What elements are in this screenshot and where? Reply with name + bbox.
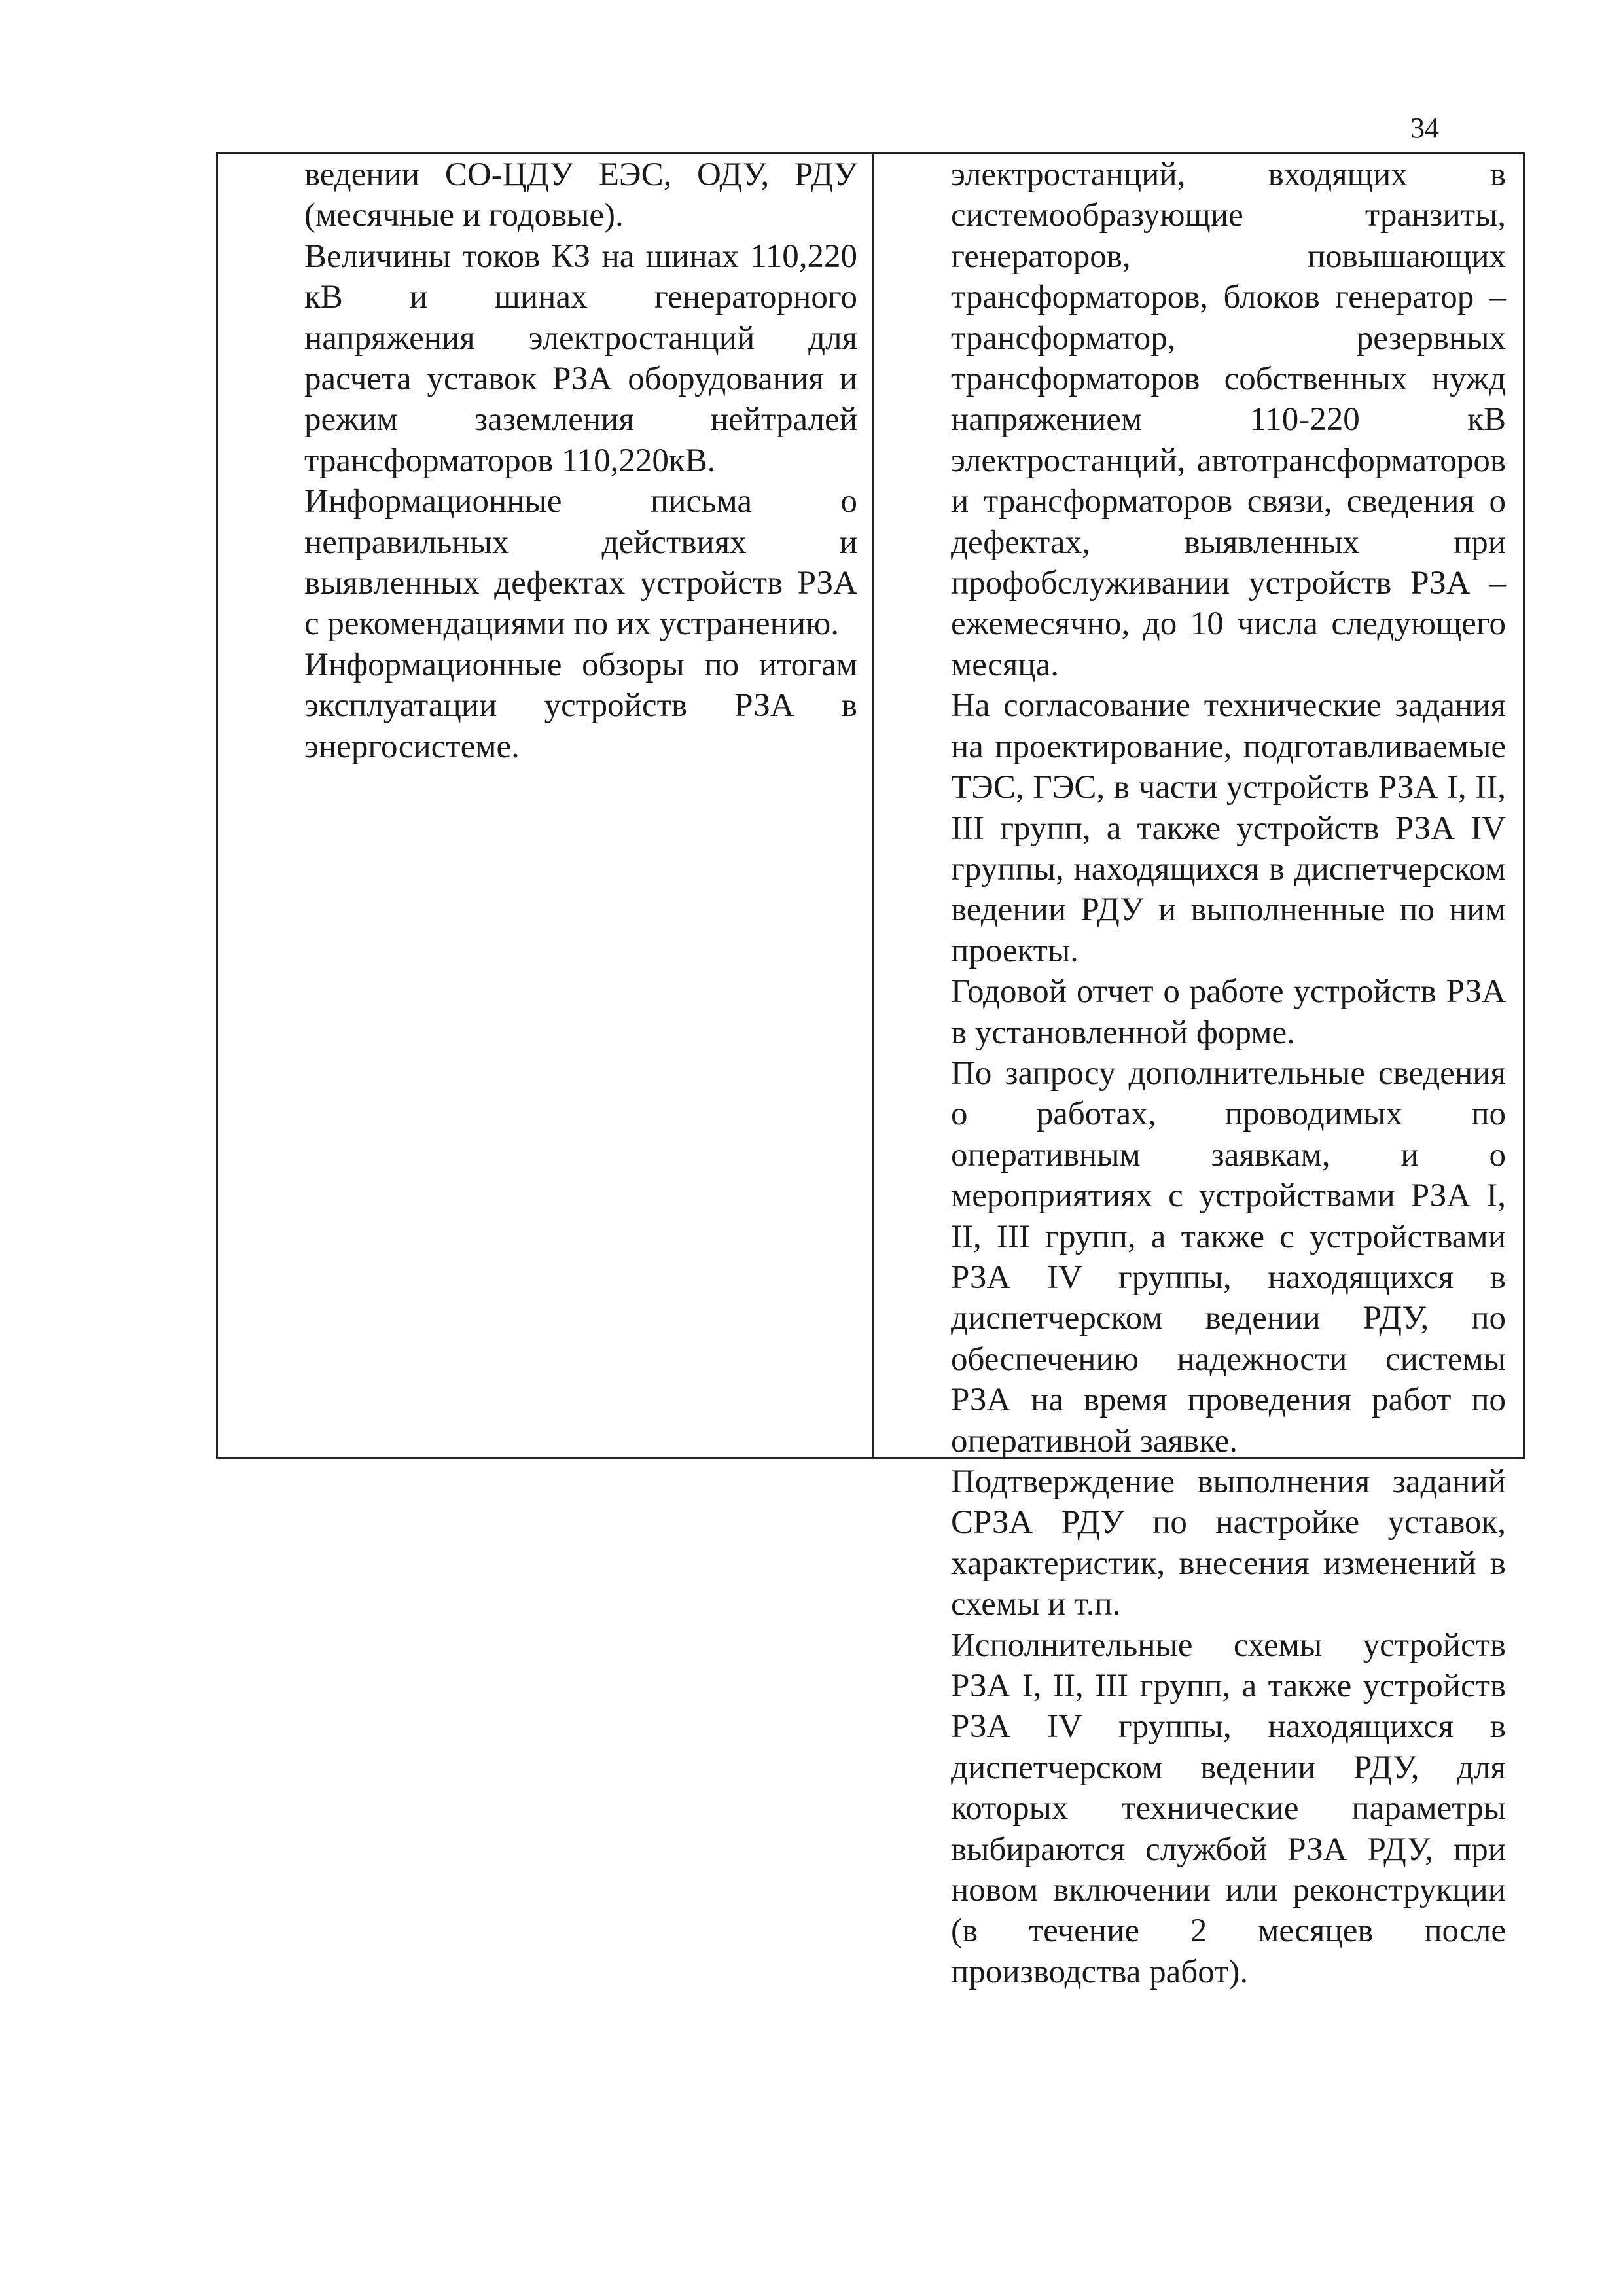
right-paragraph-1: электростанций, входящих в системообразующие транзиты, генераторов, повышающих трансформаторов, блоков генератор – трансформатор, резервных трансформаторов собственных нужд напряжением 110-220 кВ электростанций, автотрансформаторов и трансформаторов связи, сведения о дефектах, выявленных при профобслуживании устройств РЗА – ежемесячно, до 10 числа следующего месяца. (951, 156, 1506, 683)
left-paragraph-2: Величины токов КЗ на шинах 110,220 кВ и шинах генераторного напряжения электростанций для расчета уставок РЗА оборудования и режим заземления нейтралей трансформаторов 110,220кВ. (304, 238, 857, 479)
right-paragraph-6: Исполнительные схемы устройств РЗА I, II, III групп, а также устройств РЗА IV группы, находящихся в диспетчерском ведении РДУ, для которых технические параметры выбираются службой РЗА РДУ, при новом включении или реконструкции (в течение 2 месяцев после производства работ). (951, 1626, 1506, 1990)
right-paragraph-3: Годовой отчет о работе устройств РЗА в установленной форме. (951, 973, 1506, 1051)
right-paragraph-2: На согласование технические задания на проектирование, подготавливаемые ТЭС, ГЭС, в части устройств РЗА I, II, III групп, а также устройств РЗА IV группы, находящихся в диспетчерском ведении РДУ и выполненные по ним проекты. (951, 687, 1506, 969)
right-paragraph-4: По запросу дополнительные сведения о работах, проводимых по оперативным заявкам, и о мероприятиях с устройствами РЗА I, II, III групп, а также с устройствами РЗА IV группы, находящихся в диспетчерском ведении РДУ, по обеспечению надежности системы РЗА на время проведения работ по оперативной заявке. (951, 1054, 1506, 1460)
page-number: 34 (1410, 112, 1439, 144)
left-paragraph-3: Информационные письма о неправильных действиях и выявленных дефектах устройств РЗА с рекомендациями по их устранению. (304, 483, 857, 643)
table-cell-right (951, 154, 1506, 1992)
left-paragraph-4: Информационные обзоры по итогам эксплуатации устройств РЗА в энергосистеме. (304, 646, 857, 765)
document-table (216, 152, 1525, 1990)
left-paragraph-1: ведении СО-ЦДУ ЕЭС, ОДУ, РДУ (месячные и годовые). (304, 156, 857, 234)
right-paragraph-5: Подтверждение выполнения заданий СРЗА РДУ по настройке уставок, характеристик, внесения изменений в схемы и т.п. (951, 1463, 1506, 1623)
table-cell-left (304, 154, 857, 767)
column-divider (872, 154, 874, 1457)
